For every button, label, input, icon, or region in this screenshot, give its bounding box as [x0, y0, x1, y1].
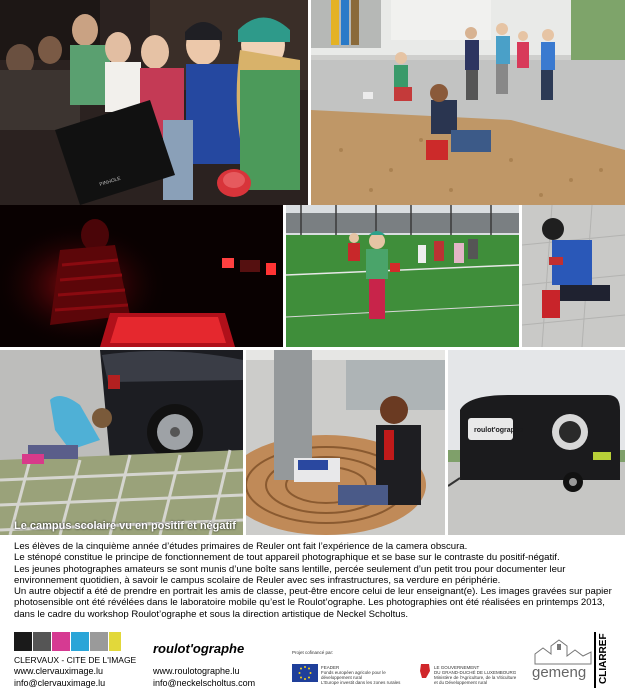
- clervaux-logo-swatch: [14, 632, 32, 651]
- paragraph: Les jeunes photographes amateurs se sont munis d’une boîte sans lentille, percée seulement d’un petit trou pour documenter leur environnement quotidien, à savoir le campus scolaire de Reuler avec ses infrastructures, sa verdure en périphérie.: [14, 563, 566, 586]
- clarref-text: CLIARREF: [598, 633, 609, 684]
- paragraph: Un autre objectif a été de prendre en portrait les amis de classe, peut-être encore celui de leur enseignant(e). Les images gravées sur papier photosensible ont été révélées dans le laboratoire mobile qu’est le Roulot’ographe. Les photographies ont été réalisées en printemps 2013, dans le cadre du workshop Roulot’ographe et sous la direction artistique de Neckel Scholtus.: [14, 586, 612, 620]
- clervaux-website-link[interactable]: www.clervauximage.lu: [14, 666, 104, 676]
- clervaux-logo-swatch: [71, 632, 89, 651]
- photo-kneeling-boy: [522, 205, 625, 347]
- photo-boy-bench: [246, 350, 445, 535]
- trailer-label: roulot'ographe: [474, 427, 524, 434]
- lion-icon: [418, 662, 432, 680]
- camera-box-label: PINHOLE: [98, 175, 122, 188]
- paragraph: Les élèves de la cinquième année d’études primaires de Reuler ont fait l’expérience de la camera obscura.: [14, 541, 468, 552]
- description: [14, 541, 614, 620]
- clervaux-title: CLERVAUX - CITE DE L'IMAGE: [14, 655, 137, 665]
- photo-sports-field: [286, 205, 519, 347]
- clervaux-logo-swatch: [109, 632, 121, 651]
- feader-text: FEADER Fonds européen agricole pour le développement rural L'Europe investit dans les zones rurales: [321, 665, 401, 685]
- clervaux-logo-swatch: [90, 632, 108, 651]
- gemeng-logo-icon: [533, 636, 593, 666]
- clervaux-logo-swatch: [33, 632, 51, 651]
- photo-trailer: [448, 350, 625, 535]
- photo-car-girl: [0, 350, 243, 535]
- clervaux-logo-swatch: [52, 632, 70, 651]
- paragraph: Le sténopé constitue le principe de fonctionnement de tout appareil photographique et se base sur le contraste du positif-négatif.: [14, 552, 560, 564]
- roulotographe-website-link[interactable]: www.roulotographe.lu: [153, 666, 240, 676]
- eu-flag-icon: [292, 664, 318, 682]
- photo-caption: Le campus scolaire vu en positif et négatif: [14, 520, 236, 532]
- photo-red-darkroom: [0, 205, 283, 347]
- cofinance-label: Projet cofinancé par:: [292, 650, 334, 655]
- clarref-vertical-label: [594, 632, 610, 688]
- government-text: LE GOUVERNEMENT DU GRAND-DUCHÉ DE LUXEMBOURG Ministère de l'Agriculture, de la Viticulture et du Développement rural: [434, 665, 517, 685]
- gemeng-label: gemeng: [532, 664, 587, 681]
- photo-kids-cinema: [0, 0, 308, 205]
- photo-schoolyard: [311, 0, 625, 205]
- roulotographe-logo: roulot'ographe: [153, 641, 245, 656]
- clervaux-email-link[interactable]: info@clervauximage.lu: [14, 678, 106, 688]
- neckel-email-link[interactable]: info@neckelscholtus.com: [153, 678, 256, 688]
